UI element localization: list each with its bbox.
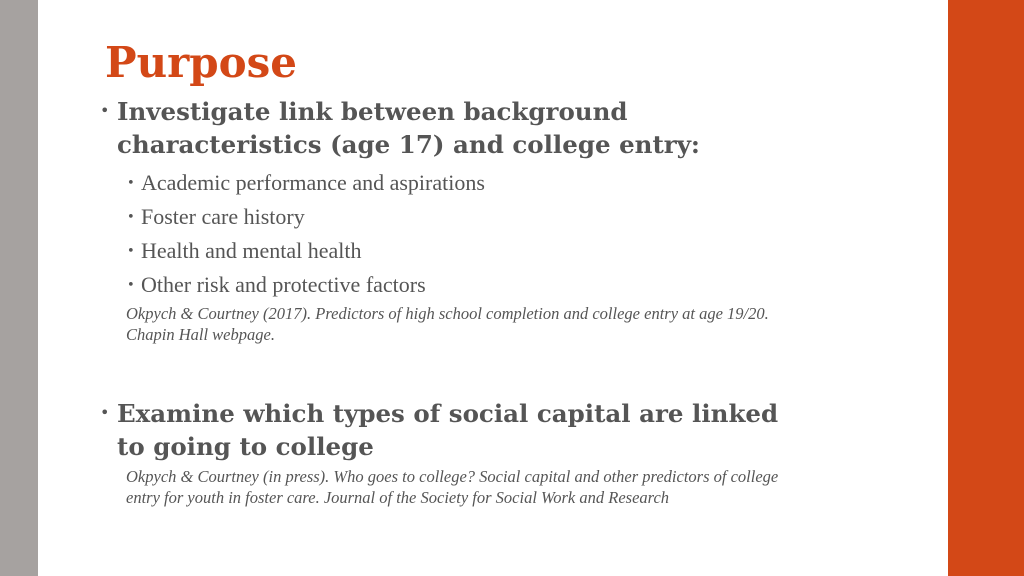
list-item (127, 166, 485, 200)
sub-bullet-text: Foster care history (141, 204, 305, 229)
left-decorative-bar (0, 0, 38, 576)
list-item (127, 268, 485, 302)
citation-2017: Okpych & Courtney (2017). Predictors of high school completion and college entry at age 19/20. Chapin Hall webpage. (126, 304, 769, 344)
bullet-text: Examine which types of social capital are linked to going to college (117, 399, 779, 461)
bullet-dot: • (100, 101, 110, 120)
bullet-dot: • (127, 277, 135, 293)
bullet-dot: • (127, 175, 135, 191)
sub-bullet-text: Other risk and protective factors (141, 272, 426, 297)
sub-bullet-list (127, 166, 485, 302)
list-item (127, 234, 485, 268)
bullet-social-capital (100, 397, 800, 463)
bullet-investigate (100, 95, 800, 161)
list-item (127, 200, 485, 234)
bullet-text: Investigate link between background characteristics (age 17) and college entry: (117, 97, 700, 159)
bullet-dot: • (127, 209, 135, 225)
sub-bullet-text: Academic performance and aspirations (141, 170, 485, 195)
citation-in-press: Okpych & Courtney (in press). Who goes to college? Social capital and other predictors of college entry for youth in foster care. Journal of the Society for Social Work and Research (126, 467, 779, 507)
sub-bullet-text: Health and mental health (141, 238, 362, 263)
bullet-dot: • (127, 243, 135, 259)
bullet-dot: • (100, 403, 110, 422)
slide-title: Purpose (105, 38, 297, 87)
right-accent-bar (948, 0, 1024, 576)
